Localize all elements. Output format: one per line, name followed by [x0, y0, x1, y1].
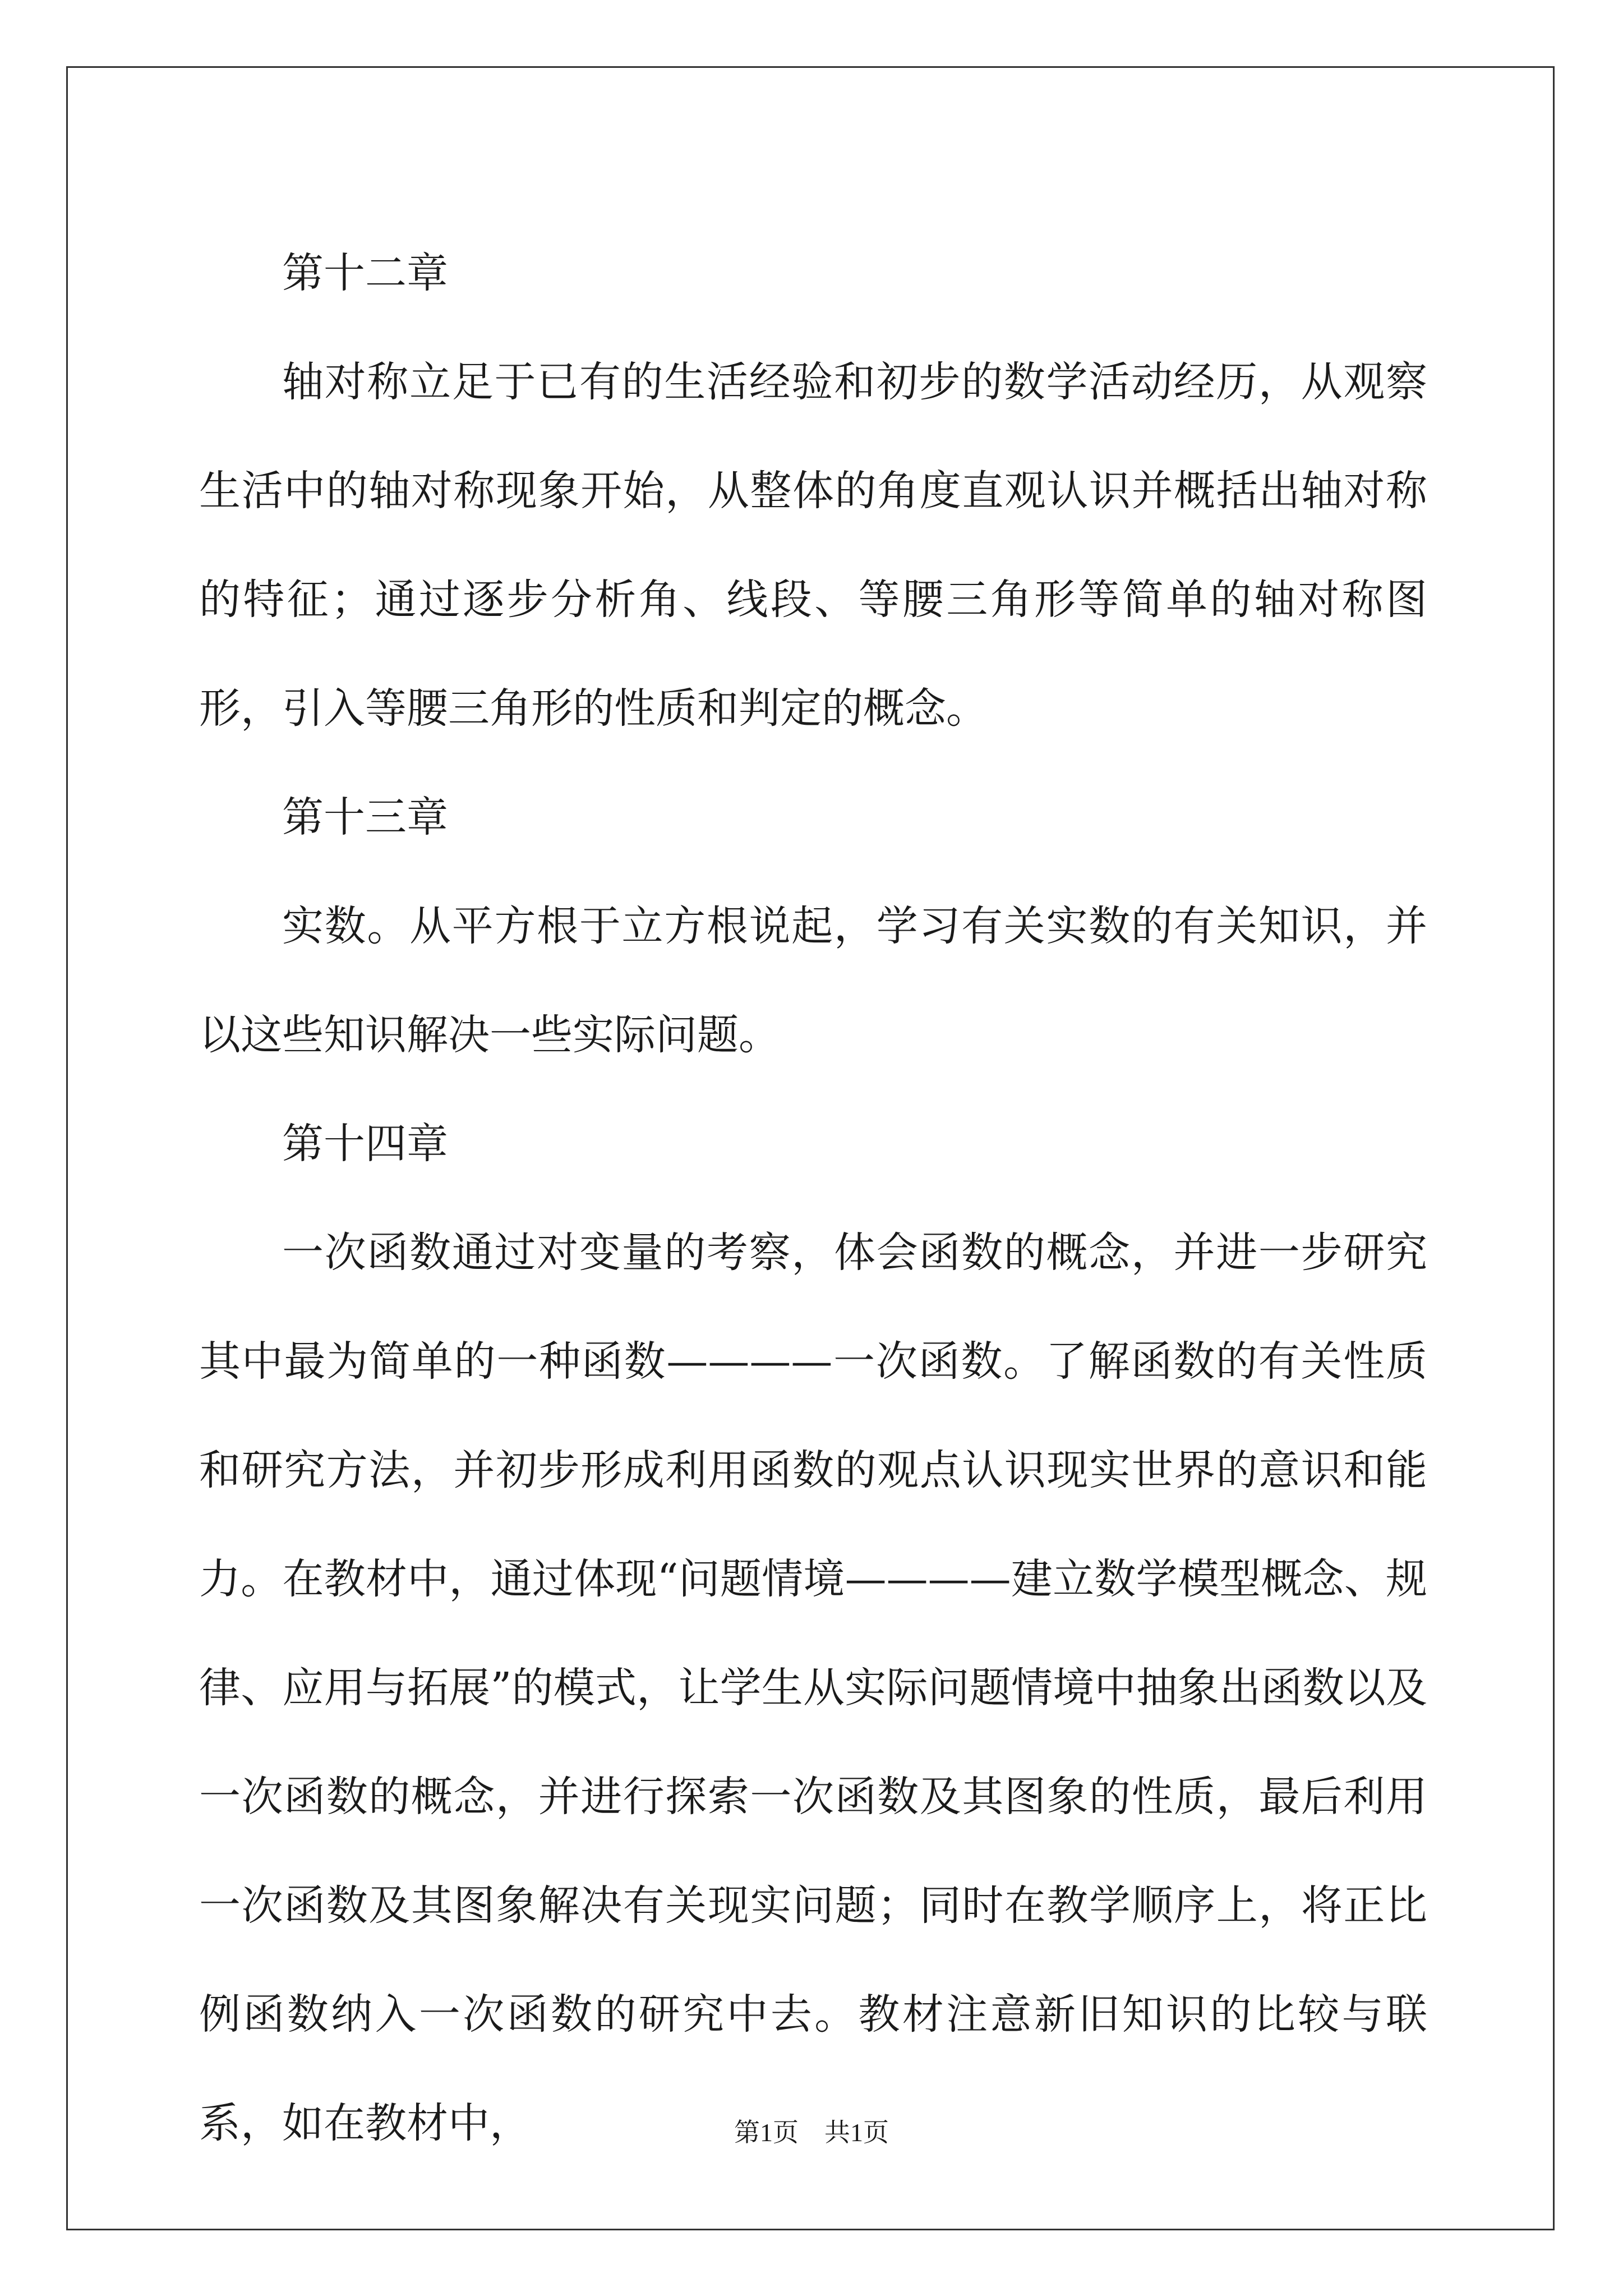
paragraph-real-numbers: 实数。从平方根于立方根说起，学习有关实数的有关知识，并以这些知识解决一些实际问题。 — [199, 902, 1427, 1059]
chapter-heading-13: 第十三章 — [282, 793, 448, 841]
chapter-heading-14: 第十四章 — [282, 1120, 448, 1168]
paragraph-linear-functions: 一次函数通过对变量的考察，体会函数的概念，并进一步研究其中最为简单的一种函数————一次函数。了解函数的有关性质和研究方法，并初步形成利用函数的观点认识现实世界的意识和能力。在教材中，通过体现“问题情境————建立数学模型概念、规律、应用与拓展”的模式，让学生从实际问题情境中抽象出函数以及一次函数的概念，并进行探索一次函数及其图象的性质，最后利用一次函数及其图象解决有关现实问题；同时在教学顺序上，将正比例函数纳入一次函数的研究中去。教材注意新旧知识的比较与联系，如在教材中， — [199, 1228, 1427, 2147]
paragraph-axial-symmetry: 轴对称立足于已有的生活经验和初步的数学活动经历，从观察生活中的轴对称现象开始，从整体的角度直观认识并概括出轴对称的特征；通过逐步分析角、线段、等腰三角形等简单的轴对称图形，引入等腰三角形的性质和判定的概念。 — [199, 358, 1427, 733]
document-body — [199, 219, 1427, 2178]
page-number-footer: 第1页 共1页 — [734, 2118, 889, 2147]
chapter-heading-12: 第十二章 — [282, 249, 448, 297]
